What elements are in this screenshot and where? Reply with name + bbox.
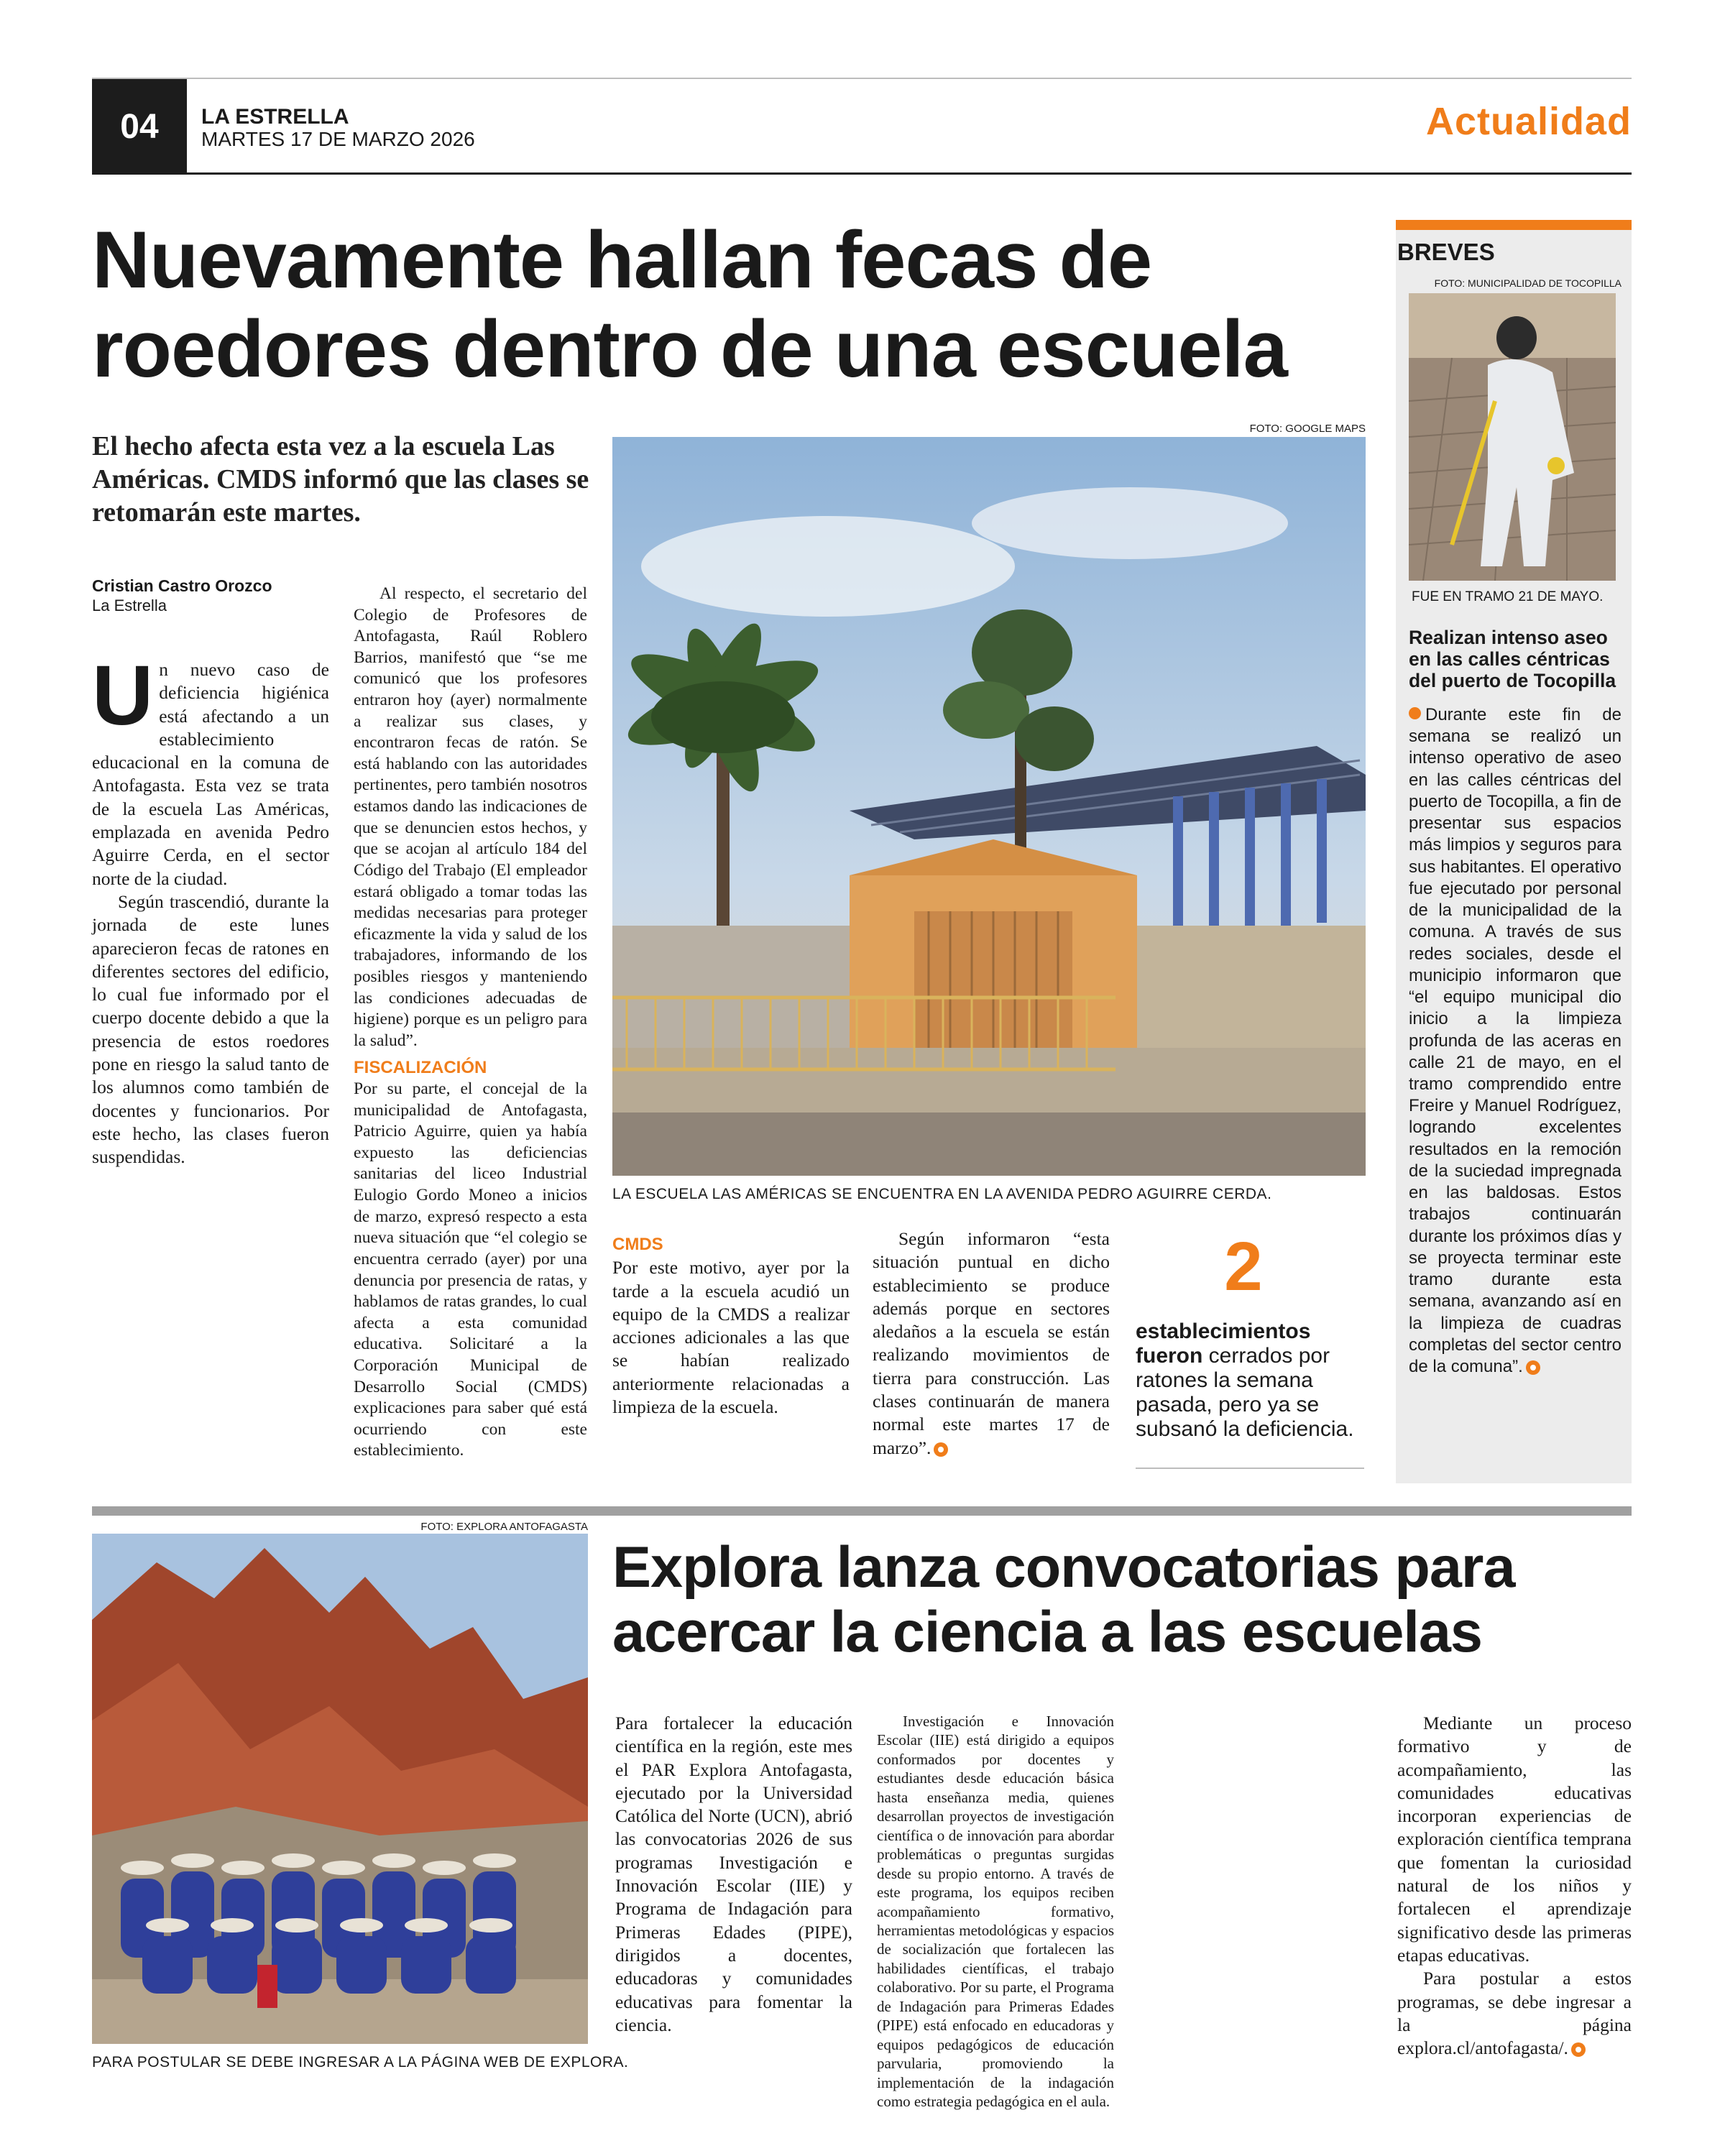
stat-number: 2	[1224, 1228, 1263, 1305]
breves-photo	[1409, 293, 1616, 581]
explora-column-1	[615, 1712, 852, 2037]
photo-credit-explora: FOTO: EXPLORA ANTOFAGASTA	[420, 1521, 588, 1533]
explora-paragraph-3: Mediante un proceso formativo y de acompañamiento, las comunidades educativas incorporan experiencias de exploración científica temprana que fomentan la curiosidad natural de los niños y fortalecen el aprendizaje significativo desde las primeras etapas educativas.	[1397, 1713, 1632, 1966]
paragraph-cmds: Por este motivo, ayer por la tarde a la escuela acudió un equipo de la CMDS a realizar acciones adicionales a las que se habían realizado anteriormente relacionadas a limpieza de la escuela.	[612, 1257, 850, 1418]
end-mark-icon	[934, 1442, 948, 1457]
explora-column-4	[1397, 1712, 1632, 2060]
section-title: Actualidad	[1425, 100, 1632, 143]
end-mark-icon	[1526, 1360, 1540, 1375]
explora-paragraph-2: Investigación e Innovación Escolar (IIE) está dirigido a equipos conformados por docentes y estudiantes desde educación básica hasta enseñanza media, quienes desarrollan proyectos de investigación científica o de innovación para abordar problemáticas o preguntas surgidas desde su propio entorno. A través de este programa, los equipos reciben acompañamiento formativo, herramientas metodológicas y espacios de socialización que fortalecen las habilidades científicas, el trabajo colaborativo. Por su parte, el Programa de Indagación para Primeras Edades (PIPE) está enfocado en educadoras y equipos pedagógicos de educación parvularia, promoviendo la implementación de la indagación como estrategia pedagógica en el aula.	[877, 1713, 1114, 2111]
photo-credit-main: FOTO: GOOGLE MAPS	[1249, 423, 1366, 435]
article-column-4	[873, 1227, 1110, 1460]
school-building-image	[612, 437, 1366, 1176]
stat-rule	[1136, 1468, 1364, 1469]
main-headline: Nuevamente hallan fecas de roedores dentro de una escuela	[92, 215, 1287, 394]
page-number: 04	[92, 79, 187, 174]
stat-text	[1136, 1319, 1364, 1442]
stat-text-rest: cerrados por ratones la semana pasada, pero ya se subsanó la deficiencia.	[1136, 1344, 1354, 1441]
section-divider	[92, 1506, 1632, 1516]
breves-headline: Realizan intenso aseo en las calles céntricas del puerto de Tocopilla	[1409, 627, 1616, 691]
issue-date: MARTES 17 DE MARZO 2026	[201, 128, 475, 150]
explora-column-2	[877, 1712, 1114, 2111]
newspaper-name: LA ESTRELLA	[201, 105, 349, 129]
breves-body-text: Durante este fin de semana se realizó un intenso operativo de aseo en las calles céntricas del puerto de Tocopilla, a fin de presentar sus espacios más limpios y seguros para sus habitantes. El operativo fue ejecutado por personal de la municipalidad de la comuna. A través de sus redes sociales, desde el municipio informaron que “el equipo municipal dio inicio a la limpieza profunda de las aceras en calle 21 de mayo, en el tramo comprendido entre Freire y Manuel Rodríguez, logrando excelentes resultados en la remoción de la suciedad impregnada en las baldosas. Estos trabajos continuarán durante los próximos días y se proyecta terminar este tramo durante esta semana, avanzando así en la limpieza de cuadras completas del sector centro de la comuna”.	[1409, 705, 1622, 1377]
main-lead: El hecho afecta esta vez a la escuela Las Américas. CMDS informó que las clases se retomarán este martes.	[92, 431, 589, 528]
breves-photo-credit: FOTO: MUNICIPALIDAD DE TOCOPILLA	[1434, 277, 1622, 289]
subhead-fiscalizacion: FISCALIZACIÓN	[354, 1058, 487, 1078]
subhead-cmds: CMDS	[612, 1235, 663, 1254]
group-photo-image	[92, 1534, 588, 2044]
article-column-1	[92, 648, 329, 1169]
end-mark-icon	[1571, 2042, 1586, 2057]
bullet-dot-icon	[1409, 707, 1421, 719]
byline-author: Cristian Castro Orozco	[92, 576, 272, 595]
explora-paragraph-4: Para postular a estos programas, se debe ingresar a la página explora.cl/antofagasta/.	[1397, 1968, 1632, 2059]
breves-accent-bar	[1396, 220, 1632, 230]
paragraph-aguirre: Por su parte, el concejal de la municipalidad de Antofagasta, Patricio Aguirre, quien ya había expuesto las deficiencias sanitarias del liceo Industrial Eulogio Gordo Moneo a inicios de marzo, expresó respecto a esta nueva situación que “el colegio se encuentra cerrado (ayer) por una denuncia por presencia de ratas, y hablamos de ratas grandes, lo cual afecta a esta comunidad educativa. Solicitaré a la Corporación Municipal de Desarrollo Social (CMDS) explicaciones para saber qué está ocurriendo con este establecimiento.	[354, 1079, 587, 1460]
article-column-3	[612, 1227, 850, 1419]
paragraph-informaron: Según informaron “esta situación puntual en dicho establecimiento se produce además porque en sectores aledaños a la escuela se están realizando movimientos de tierra para construcción. Las clases continuarán de manera normal este martes 17 de marzo”.	[873, 1228, 1110, 1458]
top-rule	[92, 78, 1632, 79]
explora-photo	[92, 1534, 588, 2044]
breves-title: BREVES	[1397, 239, 1495, 265]
paragraph-roblero: Al respecto, el secretario del Colegio de Profesores de Antofagasta, Raúl Roblero Barrios, manifestó que “se me comunicó que los profesores entraron hoy (ayer) normalmente a realizar sus clases, y encontraron fecas de ratón. Se está hablando con las autoridades pertinentes, pero también nosotros estamos dando las indicaciones de que se denuncien estos hechos, y que se acojan al artículo 184 del Código del Trabajo (El empleador estará obligado a tomar todas las medidas necesarias para proteger eficazmente la vida y salud de los trabajadores, informando de los posibles riesgos y manteniendo las condiciones adecuadas de higiene) porque es un peligro para la salud”.	[354, 584, 587, 1050]
stat-text-bold: establecimientos fueron	[1136, 1319, 1311, 1368]
paragraph-intro: n nuevo caso de deficiencia higiénica está afectando a un establecimiento educacional en la comuna de Antofagasta. Esta vez se trata de la escuela Las Américas, emplazada en avenida Pedro Aguirre Cerda, en el sector norte de la ciudad.	[92, 659, 329, 889]
explora-paragraph-1: Para fortalecer la educación científica en la región, este mes el PAR Explora Antofagasta, ejecutado por la Universidad Católica del Norte (UCN), abrió las convocatorias 2026 de sus programas Investigación e Innovación Escolar (IIE) y Programa de Indagación para Primeras Edades (PIPE), dirigidos a docentes, educadoras y comunidades educativas para fomentar la ciencia.	[615, 1713, 852, 2035]
explora-headline: Explora lanza convocatorias para acercar la ciencia a las escuelas	[612, 1535, 1515, 1664]
breves-photo-caption: FUE EN TRAMO 21 DE MAYO.	[1412, 589, 1604, 604]
article-column-2	[354, 584, 587, 1462]
paragraph-trascendio: Según trascendió, durante la jornada de este lunes aparecieron fecas de ratones en diferentes sectores del edificio, lo cual fue informado por el cuerpo docente debido a que la presencia de estos roedores pone en riesgo la salud tanto de los alumnos como también de docentes y funcionarios. Por este hecho, las clases fueron suspendidas.	[92, 890, 329, 1168]
header-rule	[92, 172, 1632, 175]
street-cleaning-image	[1409, 293, 1616, 581]
drop-cap: U	[92, 648, 154, 743]
byline-org: La Estrella	[92, 596, 167, 614]
photo-caption-main: LA ESCUELA LAS AMÉRICAS SE ENCUENTRA EN LA AVENIDA PEDRO AGUIRRE CERDA.	[612, 1186, 1272, 1202]
breves-body	[1409, 704, 1622, 1378]
school-photo	[612, 437, 1366, 1176]
photo-caption-explora: PARA POSTULAR SE DEBE INGRESAR A LA PÁGINA WEB DE EXPLORA.	[92, 2054, 629, 2070]
